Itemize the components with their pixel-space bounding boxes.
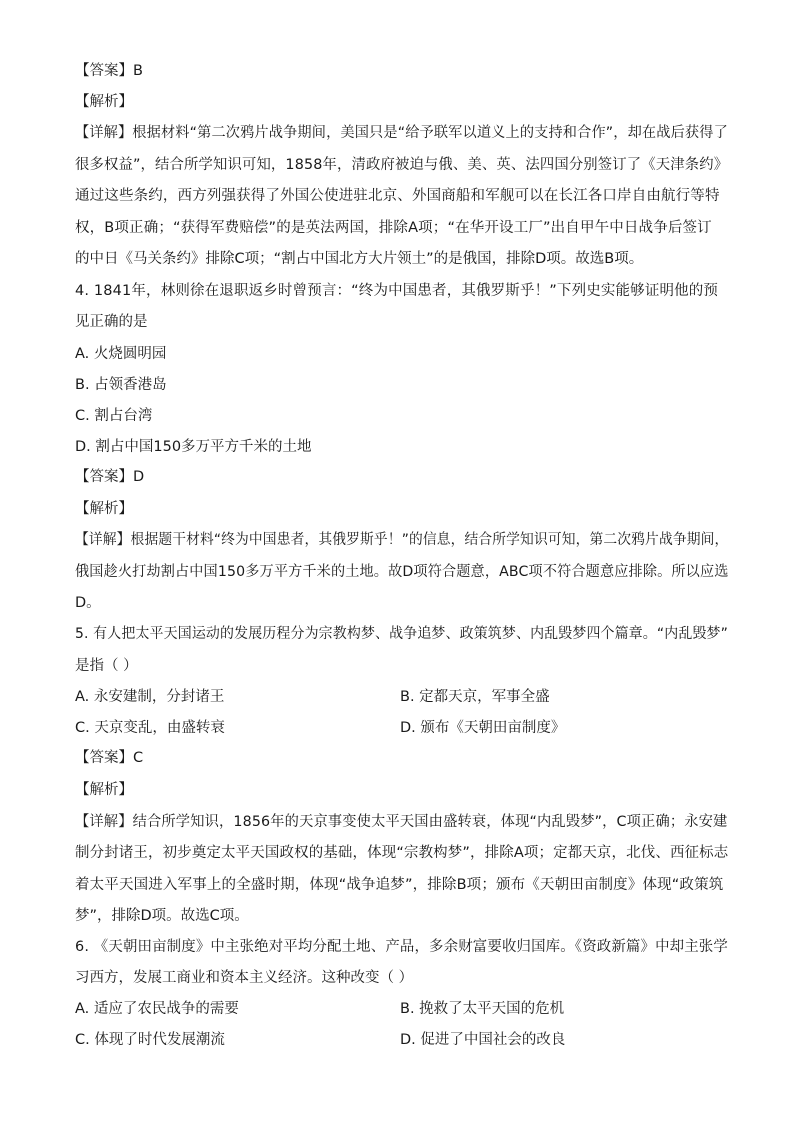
option-a: A. 火烧圆明园 [75,346,167,362]
question-stem-line: 4. 1841年，林则徐在退职返乡时曾预言：“终为中国患者，其俄罗斯乎！”下列史实能够证明他的预 [75,283,719,299]
analysis-label: 【解析】 [75,501,133,517]
detail-paragraph-line: 通过这些条约，西方列强获得了外国公使进驻北京、外国商船和军舰可以在长江各口岸自由航行等特 [75,188,720,204]
analysis-label: 【解析】 [75,782,133,798]
answer-label: 【答案】B [75,63,143,79]
detail-paragraph-line: 权，B项正确；“获得军费赔偿”的是英法两国，排除A项；“在华开设工厂”出自甲午中日战争后签订 [75,220,712,236]
detail-paragraph-line: 着太平天国进入军事上的全盛时期，体现“战争追梦”，排除B项；颁布《天朝田亩制度》体现“政策筑 [75,877,724,893]
question-stem-line: 习西方，发展工商业和资本主义经济。这种改变（ ） [75,970,414,986]
option-d: D. 割占中国150多万平方千米的土地 [75,439,312,455]
analysis-label: 【解析】 [75,94,133,110]
option-c: C. 天京变乱，由盛转衰 [75,720,225,736]
option-b: B. 占领香港岛 [75,377,167,393]
option-a: A. 适应了农民战争的需要 [75,1001,239,1017]
question-stem-line: 见正确的是 [75,314,148,330]
option-b: B. 定都天京，军事全盛 [400,689,550,705]
option-d: D. 颁布《天朝田亩制度》 [400,720,566,736]
detail-paragraph-line: 制分封诸王，初步奠定太平天国政权的基础，体现“宗教构梦”，排除A项；定都天京，北伐、西征标志 [75,845,729,861]
detail-paragraph-line: D。 [75,595,101,611]
option-c: C. 体现了时代发展潮流 [75,1032,225,1048]
detail-paragraph-line: 很多权益”，结合所学知识可知，1858年，清政府被迫与俄、美、英、法四国分别签订了《天津条约》 [75,157,729,173]
detail-paragraph-line: 【详解】根据材料“第二次鸦片战争期间，美国只是“给予联军以道义上的支持和合作”，却在战后获得了 [75,125,728,141]
option-a: A. 永安建制，分封诸王 [75,689,225,705]
answer-label: 【答案】D [75,469,145,485]
detail-paragraph-line: 的中日《马关条约》排除C项；“割占中国北方大片领土”的是俄国，排除D项。故选B项。 [75,251,644,267]
detail-paragraph-line: 梦”，排除D项。故选C项。 [75,908,249,924]
detail-paragraph-line: 俄国趁火打劫割占中国150多万平方千米的土地。故D项符合题意，ABC项不符合题意应排除。所以应选 [75,564,729,580]
option-b: B. 挽救了太平天国的危机 [400,1001,565,1017]
detail-paragraph-line: 【详解】结合所学知识，1856年的天京事变使太平天国由盛转衰，体现“内乱毁梦”，C项正确；永安建 [75,814,728,830]
question-stem-line: 6. 《天朝田亩制度》中主张绝对平均分配土地、产品，多余财富要收归国库。《资政新篇》中却主张学 [75,939,728,955]
answer-label: 【答案】C [75,750,144,766]
option-d: D. 促进了中国社会的改良 [400,1032,566,1048]
question-stem-line: 是指（ ） [75,658,138,674]
option-c: C. 割占台湾 [75,408,153,424]
question-stem-line: 5. 有人把太平天国运动的发展历程分为宗教构梦、战争追梦、政策筑梦、内乱毁梦四个篇章。“内乱毁梦” [75,626,729,642]
detail-paragraph-line: 【详解】根据题干材料“终为中国患者，其俄罗斯乎！”的信息，结合所学知识可知，第二次鸦片战争期间， [75,532,729,548]
